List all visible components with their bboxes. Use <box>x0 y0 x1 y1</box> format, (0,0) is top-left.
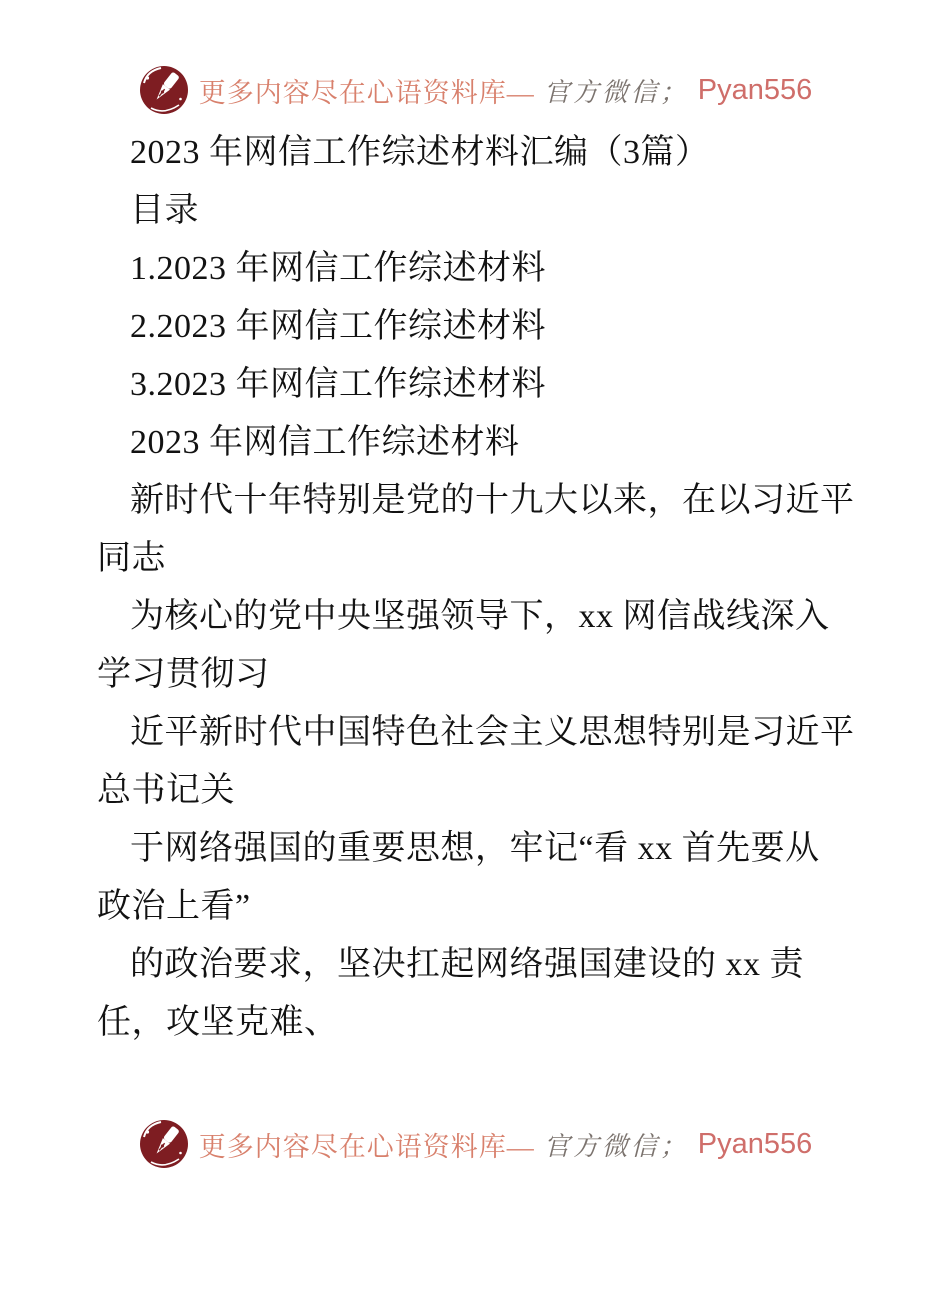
toc-item-3: 3.2023 年网信工作综述材料 <box>130 366 546 403</box>
wechat-label: 官方微信； <box>543 77 689 107</box>
doc-title: 2023 年网信工作综述材料汇编（3篇） <box>130 134 710 171</box>
body-line: 为核心的党中央坚强领导下，xx 网信战线深入 <box>130 598 830 635</box>
document-body <box>97 124 877 1052</box>
footer-brand <box>0 1116 950 1172</box>
body-line: 于网络强国的重要思想，牢记“看 xx 首先要从 <box>130 830 820 867</box>
body-line: 近平新时代中国特色社会主义思想特别是习近平 <box>130 714 855 751</box>
body-line: 任，攻坚克难、 <box>97 1004 339 1041</box>
body-line: 政治上看” <box>97 888 251 925</box>
pen-logo-icon <box>138 64 190 116</box>
wechat-id: Pyan556 <box>697 1127 813 1160</box>
body-line: 总书记关 <box>97 772 235 809</box>
wechat-id: Pyan556 <box>697 73 813 106</box>
body-line: 的政治要求，坚决扛起网络强国建设的 xx 责 <box>130 946 804 983</box>
toc-item-2: 2.2023 年网信工作综述材料 <box>130 308 546 345</box>
brand-text: 更多内容尽在心语资料库— <box>198 77 535 108</box>
body-line: 学习贯彻习 <box>97 656 270 693</box>
toc-item-1: 1.2023 年网信工作综述材料 <box>130 250 546 287</box>
body-line: 同志 <box>97 540 166 577</box>
pen-logo-icon <box>138 1118 190 1170</box>
header-brand <box>0 62 950 118</box>
brand-text: 更多内容尽在心语资料库— <box>198 1131 535 1162</box>
body-line: 新时代十年特别是党的十九大以来，在以习近平 <box>130 482 855 519</box>
toc-heading: 目录 <box>130 192 199 229</box>
section-title: 2023 年网信工作综述材料 <box>130 424 520 461</box>
wechat-label: 官方微信； <box>543 1131 689 1161</box>
